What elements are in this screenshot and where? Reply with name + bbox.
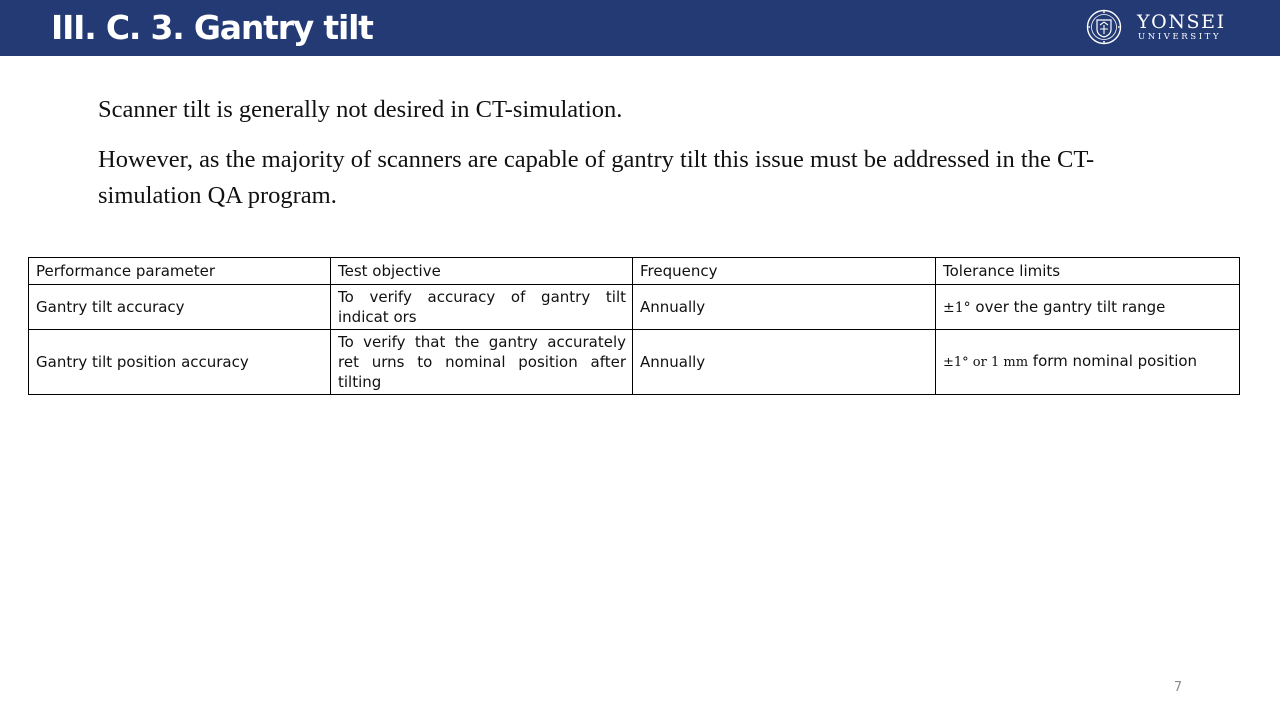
table-row bbox=[29, 330, 1240, 395]
table-cell-parameter: Gantry tilt accuracy bbox=[29, 285, 331, 330]
slide-title: III. C. 3. Gantry tilt bbox=[51, 8, 373, 47]
table-header-cell: Tolerance limits bbox=[936, 258, 1240, 285]
table-header-row bbox=[29, 258, 1240, 285]
body-text bbox=[98, 92, 1188, 228]
paragraph: Scanner tilt is generally not desired in CT-simulation. bbox=[98, 96, 623, 123]
table-header-cell: Test objective bbox=[331, 258, 633, 285]
paragraph: However, as the majority of scanners are capable of gantry tilt this issue must be addressed in the CT-simulation QA program. bbox=[98, 146, 1095, 209]
tolerance-value: ±1° bbox=[943, 299, 971, 316]
table-cell-parameter: Gantry tilt position accuracy bbox=[29, 330, 331, 395]
header-bar bbox=[0, 0, 1280, 56]
yonsei-logo bbox=[1086, 9, 1236, 47]
page-number: 7 bbox=[1173, 680, 1183, 695]
table-row bbox=[29, 285, 1240, 330]
university-emblem-icon bbox=[1086, 9, 1132, 45]
logo-subtitle: UNIVERSITY bbox=[1138, 32, 1222, 42]
qa-table bbox=[28, 257, 1240, 395]
tolerance-text: form nominal position bbox=[1028, 352, 1198, 370]
logo-name: YONSEI bbox=[1137, 11, 1226, 33]
tolerance-value: ±1° or 1 mm bbox=[943, 355, 1029, 370]
table-cell-objective: To verify that the gantry accurately ret urns to nominal position after tilting bbox=[331, 330, 633, 395]
table-cell-objective: To verify accuracy of gantry tilt indicat ors bbox=[331, 285, 633, 330]
table-cell-tolerance bbox=[936, 330, 1240, 395]
table-header-cell: Frequency bbox=[633, 258, 936, 285]
table-cell-frequency: Annually bbox=[633, 285, 936, 330]
table-header-cell: Performance parameter bbox=[29, 258, 331, 285]
table-cell-tolerance bbox=[936, 285, 1240, 330]
tolerance-text: over the gantry tilt range bbox=[970, 297, 1166, 316]
table-cell-frequency: Annually bbox=[633, 330, 936, 395]
